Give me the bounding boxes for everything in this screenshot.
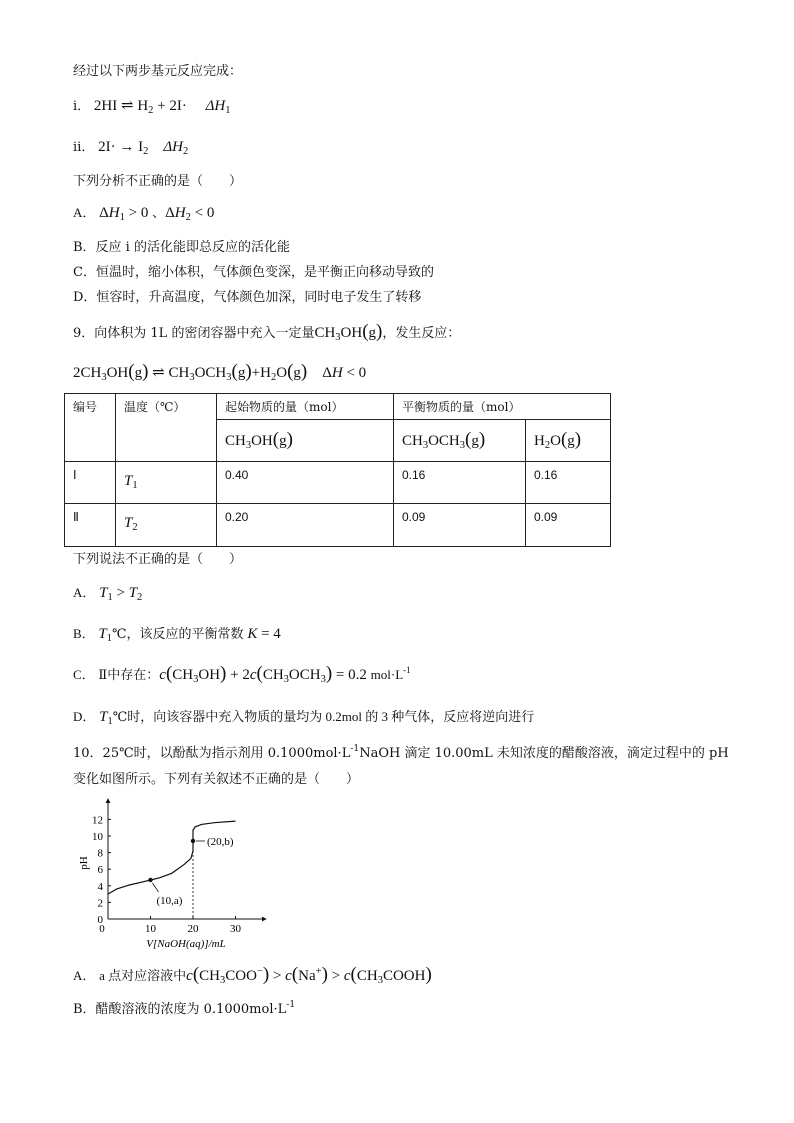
col-h2o: $H_2O(g)$ [526, 420, 611, 462]
x-tick-label: 0 [99, 923, 105, 935]
y-axis-label: pH [78, 856, 90, 870]
q10-stem-line2: 变化如图所示。下列有关叙述不正确的是（ ） [73, 772, 360, 787]
q9-stem: 9．向体积为 1L 的密闭容器中充入一定量$CH_3OH(g)$，发生反应： [73, 321, 461, 343]
y-tick-label: 8 [97, 847, 103, 860]
titration-curve-chart [74, 797, 270, 955]
header-temperature: 温度（℃） [116, 394, 217, 462]
y-tick-label: 6 [97, 864, 103, 877]
step-2: ⅱ． $2I\cdot \to I_2$ $\Delta H_2$ [73, 139, 189, 157]
point-a-leader [153, 883, 159, 892]
row-temperature: $T_2$ [116, 504, 217, 547]
step-1: ⅰ． 2HI ⇌ $H_2 + 2I\cdot$ $\Delta H_1$ [73, 98, 231, 116]
row-number: Ⅰ [65, 462, 116, 504]
cell-ch3och3: 0.16 [394, 462, 526, 504]
q8-option-a[interactable]: A． $\Delta H_1 > 0$ 、$\Delta H_2 < 0$ [73, 205, 215, 223]
header-number: 编号 [65, 394, 116, 462]
q8-option-d[interactable]: D．恒容时，升高温度，气体颜色加深，同时电子发生了转移 [73, 290, 422, 305]
equilibrium-table [64, 393, 611, 547]
intro-text: 经过以下两步基元反应完成： [73, 64, 243, 79]
point-b [191, 839, 195, 843]
point-a-label: (10,a) [156, 894, 183, 907]
q9-option-d[interactable]: D． $T_1℃$时，向该容器中充入物质的量均为 0.2mol 的 3 种气体，反应将逆向进行 [73, 709, 535, 727]
cell-h2o: 0.09 [526, 504, 611, 547]
ph-curve [108, 821, 236, 894]
q8-prompt: 下列分析不正确的是（ ） [73, 174, 243, 189]
x-tick-label: 10 [145, 923, 156, 935]
header-initial-amount: 起始物质的量（mol） [217, 394, 394, 420]
table-row [65, 462, 611, 504]
q10-stem-line1: 10．25℃时，以酚酞为指示剂用 $0.1000mol\cdot L^{-1}NaOH$ 滴定 10.00mL 未知浓度的醋酸溶液，滴定过程中的 pH [73, 744, 729, 761]
y-tick-label: 2 [97, 897, 103, 910]
q9-reaction: $2CH_3OH(g)$ ⇌ $CH_3OCH_3(g)+H_2O(g)$ ΔH < 0 [73, 361, 367, 383]
x-tick-label: 30 [230, 923, 241, 935]
y-tick-label: 12 [92, 814, 103, 827]
q10-option-b[interactable]: B．醋酸溶液的浓度为 $0.1000mol\cdot L^{-1}$ [73, 1000, 296, 1017]
equilibrium-arrow-icon: ⇌ [152, 365, 165, 381]
delta-h1: $\Delta H_1$ [205, 98, 231, 116]
header-equilibrium-amount: 平衡物质的量（mol） [394, 394, 611, 420]
q8-option-c[interactable]: C．恒温时，缩小体积，气体颜色变深，是平衡正向移动导致的 [73, 265, 434, 280]
cell-ch3och3: 0.09 [394, 504, 526, 547]
table-row [65, 504, 611, 547]
equilibrium-arrow-icon: ⇌ [121, 98, 134, 114]
y-tick-label: 10 [92, 831, 103, 843]
cell-ch3oh: 0.20 [217, 504, 394, 547]
x-tick-label: 20 [187, 923, 199, 935]
q9-option-a[interactable]: A． $T_1 > T_2$ [73, 585, 143, 603]
cell-ch3oh: 0.40 [217, 462, 394, 504]
right-arrow-icon: → [119, 139, 135, 155]
y-tick-label: 0 [97, 914, 103, 926]
cell-h2o: 0.16 [526, 462, 611, 504]
q8-option-b[interactable]: B．反应 ⅰ 的活化能即总反应的活化能 [73, 240, 290, 255]
delta-h2: $\Delta H_2$ [163, 139, 189, 157]
table-header-row [65, 394, 611, 420]
col-ch3och3: $CH_3OCH_3(g)$ [394, 420, 526, 462]
point-b-label: (20,b) [207, 835, 234, 848]
row-number: Ⅱ [65, 504, 116, 547]
point-a [148, 878, 152, 882]
x-axis-label: V[NaOH(aq)]/mL [146, 938, 226, 950]
y-tick-label: 4 [97, 880, 103, 893]
q9-option-c[interactable]: C． Ⅱ中存在：$c(CH_3OH) + 2c(CH_3OCH_3) = 0.2$ $mol\cdot L^{-1}$ [73, 663, 411, 685]
q9-prompt: 下列说法不正确的是（ ） [73, 552, 243, 567]
row-temperature: $T_1$ [116, 462, 217, 504]
q9-option-b[interactable]: B． $T_1℃$，该反应的平衡常数 K = 4 [73, 626, 281, 644]
q10-option-a[interactable]: A． a 点对应溶液中$c(CH_3COO^-) > c(Na^+)$ > $c(CH_3COOH)$ [73, 964, 432, 986]
col-ch3oh: $CH_3OH(g)$ [217, 420, 394, 462]
